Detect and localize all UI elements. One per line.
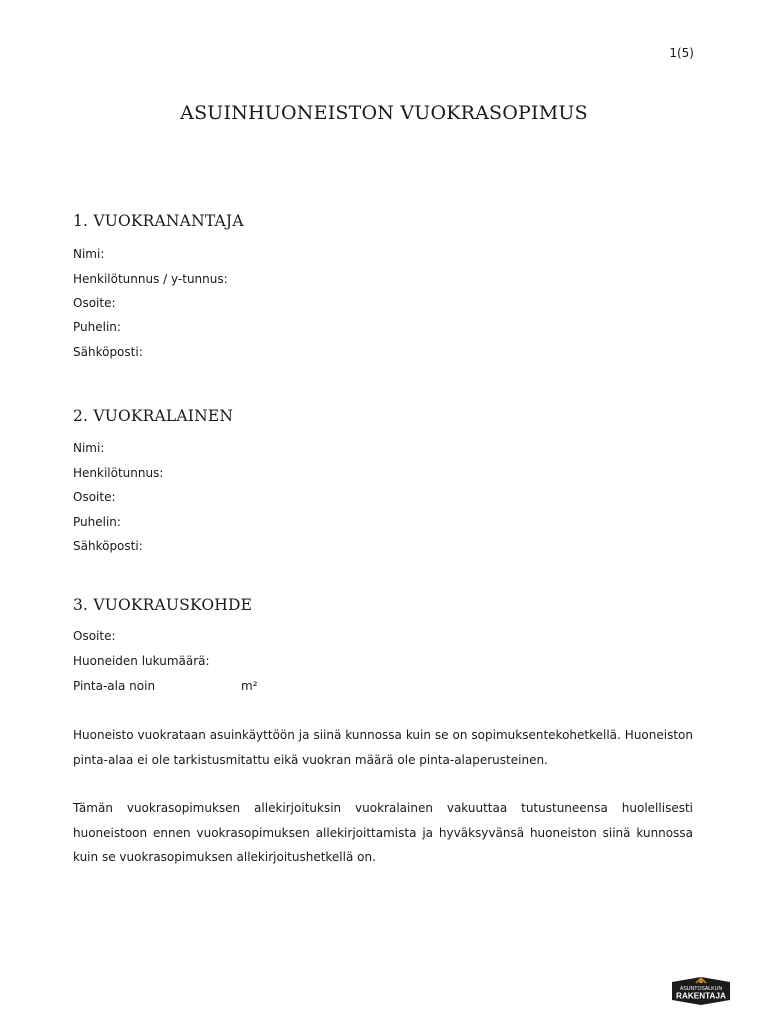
logo-line-2: RAKENTAJA [676, 991, 726, 1001]
logo-line-1: ASUNTOSALKUN [679, 986, 723, 992]
tenant-email-label: Sähköposti: [73, 539, 143, 553]
landlord-id-label: Henkilötunnus / y-tunnus: [73, 272, 228, 286]
landlord-email-label: Sähköposti: [73, 345, 143, 359]
room-count-label: Huoneiden lukumäärä: [73, 654, 210, 668]
tenant-id-label: Henkilötunnus: [73, 466, 164, 480]
tenant-address-label: Osoite: [73, 490, 116, 504]
landlord-phone-label: Puhelin: [73, 320, 121, 334]
landlord-name-label: Nimi: [73, 247, 105, 261]
tenant-phone-label: Puhelin: [73, 515, 121, 529]
page-number: 1(5) [669, 46, 694, 60]
area-unit: m² [241, 679, 258, 693]
property-address-label: Osoite: [73, 629, 116, 643]
floor-area-label: Pinta-ala noin [73, 679, 156, 693]
section-heading-vuokranantaja: 1. VUOKRANANTAJA [73, 212, 244, 230]
section-heading-vuokralainen: 2. VUOKRALAINEN [73, 407, 234, 425]
paragraph-condition: Huoneisto vuokrataan asuinkäyttöön ja siinä kunnossa kuin se on sopimuksentekohetkellä. Huoneiston pinta-alaa ei ole tarkistusmitattu eikä vuokran määrä ole pinta-alaperusteinen. [73, 728, 693, 767]
paragraph-acceptance: Tämän vuokrasopimuksen allekirjoituksin vuokralainen vakuuttaa tutustuneensa huolellisesti huoneistoon ennen vuokrasopimuksen allekirjoittamista ja hyväksyvänsä huoneiston siinä kunnossa kuin se vuokrasopimuksen allekirjoitushetkellä on. [73, 801, 693, 864]
document-title: ASUINHUONEISTON VUOKRASOPIMUS [180, 102, 588, 124]
company-logo [670, 976, 732, 1006]
tenant-name-label: Nimi: [73, 441, 105, 455]
section-heading-vuokrauskohde: 3. VUOKRAUSKOHDE [73, 596, 253, 614]
landlord-address-label: Osoite: [73, 296, 116, 310]
